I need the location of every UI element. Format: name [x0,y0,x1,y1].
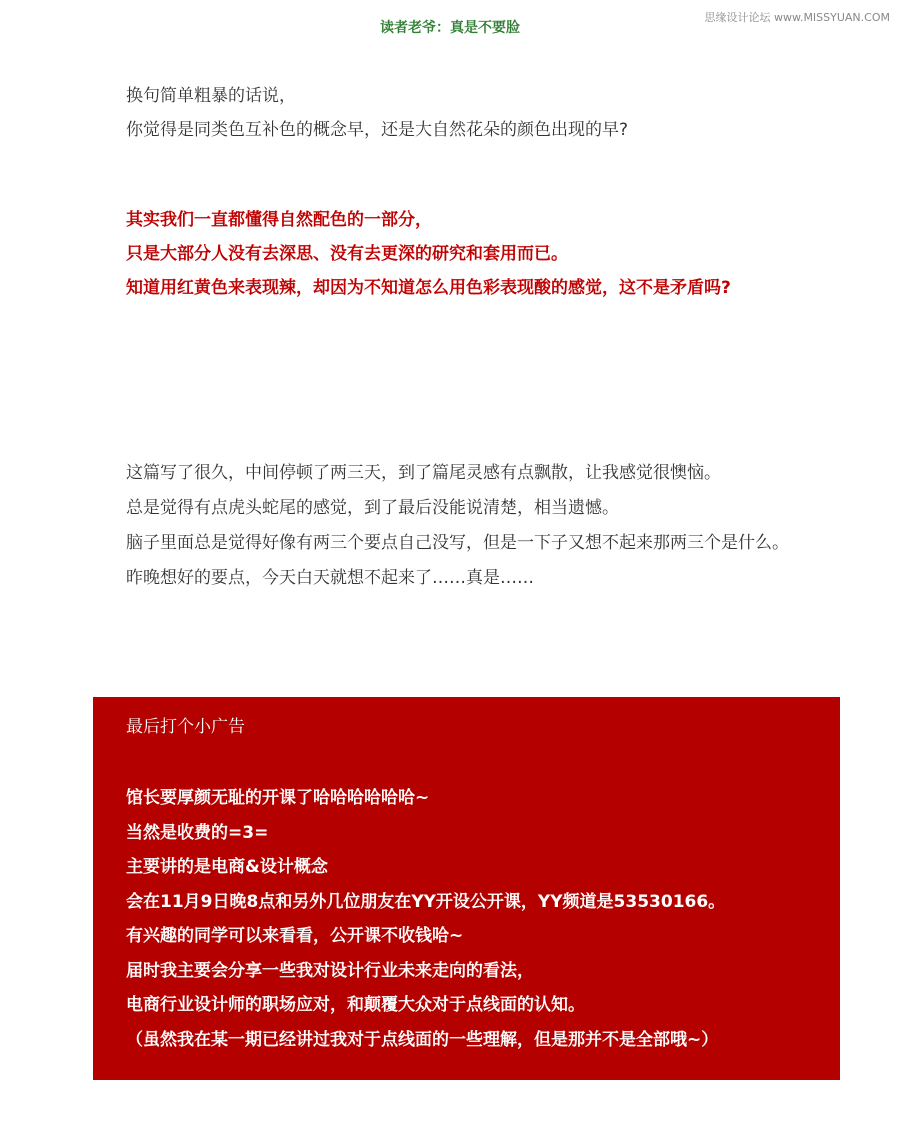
ad-line: 会在11月9日晚8点和另外几位朋友在YY开设公开课，YY频道是53530166。 [126,891,726,912]
ad-line: 主要讲的是电商&设计概念 [126,857,328,877]
paragraph-afterword [126,456,789,596]
reader-note-caption: 读者老爷：真是不要脸 [380,20,520,36]
site-watermark: 思缘设计论坛 www.MISSYUAN.COM [704,11,890,24]
ad-line: 届时我主要会分享一些我对设计行业未来走向的看法， [126,960,534,981]
ad-content [126,781,725,1057]
ad-title: 最后打个小广告 [126,717,245,737]
text-line: 总是觉得有点虎头蛇尾的感觉，到了最后没能说清楚，相当遗憾。 [126,498,619,518]
highlight-line: 只是大部分人没有去深思、没有去更深的研究和套用而已。 [126,244,568,264]
text-line: 你觉得是同类色互补色的概念早，还是大自然花朵的颜色出现的早? [126,120,629,140]
ad-line: 馆长要厚颜无耻的开课了哈哈哈哈哈哈~ [126,788,430,808]
highlight-line: 其实我们一直都懂得自然配色的一部分， [126,210,432,230]
text-line: 昨晚想好的要点，今天白天就想不起来了……真是…… [126,568,534,588]
text-line: 这篇写了很久，中间停顿了两三天，到了篇尾灵感有点飘散，让我感觉很懊恼。 [126,463,721,483]
highlight-line: 知道用红黄色来表现辣，却因为不知道怎么用色彩表现酸的感觉，这不是矛盾吗? [126,278,731,298]
ad-line: （虽然我在某一期已经讲过我对于点线面的一些理解，但是那并不是全部哦~） [126,1029,719,1050]
paragraph-question [126,79,628,147]
ad-line: 当然是收费的=3= [126,822,269,843]
paragraph-highlight [126,203,731,305]
text-line: 换句简单粗暴的话说， [126,86,296,106]
ad-line: 有兴趣的同学可以来看看，公开课不收钱哈~ [126,926,464,946]
text-line: 脑子里面总是觉得好像有两三个要点自己没写，但是一下子又想不起来那两三个是什么。 [126,533,789,553]
advertisement-box [93,697,840,1080]
ad-line: 电商行业设计师的职场应对，和颠覆大众对于点线面的认知。 [126,995,585,1015]
